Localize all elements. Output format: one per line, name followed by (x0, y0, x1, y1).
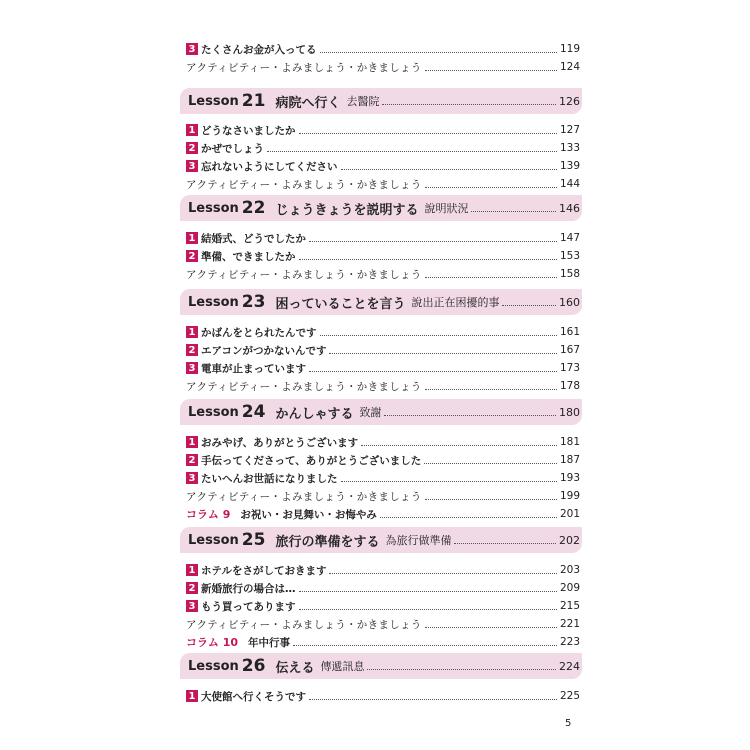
dot-leader (382, 104, 556, 105)
lesson-chinese-title: 去醫院 (346, 95, 380, 108)
section-number-badge: 3 (186, 600, 198, 612)
dot-leader (424, 463, 557, 464)
page-ref: 202 (559, 533, 580, 547)
section-number-badge: 1 (186, 690, 198, 702)
entry-title: 電車が止まっています (201, 362, 306, 375)
toc-entry[interactable] (186, 469, 580, 487)
dot-leader (367, 669, 556, 670)
lesson-title: 伝える (275, 660, 315, 676)
section-number-badge: 1 (186, 564, 198, 576)
section-number-badge: 1 (186, 326, 198, 338)
section-number-badge: 2 (186, 582, 198, 594)
lesson-title: 困っていることを言う (275, 296, 406, 312)
toc-entry[interactable] (186, 597, 580, 615)
dot-leader (309, 371, 557, 372)
toc-entry[interactable] (186, 433, 580, 451)
toc-entry[interactable] (186, 561, 580, 579)
page-ref: 173 (559, 362, 580, 374)
page-ref: 147 (559, 232, 580, 244)
lesson-chinese-title: 致謝 (359, 406, 382, 419)
lesson-title: じょうきょうを説明する (275, 202, 419, 218)
page-ref: 139 (559, 160, 580, 172)
toc-entry[interactable] (186, 139, 580, 157)
lesson-header-23[interactable] (180, 289, 582, 315)
activity-entry[interactable] (186, 265, 580, 283)
entry-title: ホテルをさがしておきます (201, 564, 327, 577)
section-number-badge: 3 (186, 472, 198, 484)
dot-leader (380, 517, 557, 518)
page-ref: 180 (559, 405, 580, 419)
dot-leader (329, 353, 556, 354)
entry-title: かぜでしょう (201, 142, 264, 155)
page-ref: 221 (559, 618, 580, 630)
lesson-label: Lesson (188, 404, 239, 420)
dot-leader (299, 591, 557, 592)
toc-entry[interactable] (186, 40, 580, 58)
entry-title: おみやげ、ありがとうございます (201, 436, 359, 449)
toc-entry[interactable] (186, 359, 580, 377)
page-ref: 215 (559, 600, 580, 612)
activity-title: アクティビティー・よみましょう・かきましょう (186, 490, 422, 503)
page-ref: 144 (559, 178, 580, 190)
dot-leader (384, 415, 556, 416)
page-ref: 201 (559, 508, 580, 520)
page-ref: 223 (559, 636, 580, 648)
entry-title: 手伝ってくださって、ありがとうございました (201, 454, 422, 467)
page-ref: 225 (559, 690, 580, 702)
page-ref: 126 (559, 94, 580, 108)
dot-leader (267, 151, 557, 152)
section-number-badge: 3 (186, 43, 198, 55)
lesson-title: 旅行の準備をする (275, 534, 380, 550)
page-ref: 127 (559, 124, 580, 136)
entry-title: エアコンがつかないんです (201, 344, 327, 357)
page-ref: 209 (559, 582, 580, 594)
lesson-label: Lesson (188, 200, 239, 216)
column-label: コラム 9 (186, 508, 231, 521)
column-title: お祝い・お見舞い・お悔やみ (240, 508, 377, 521)
dot-leader (425, 187, 557, 188)
entry-title: 新婚旅行の場合は… (201, 582, 296, 595)
activity-entry[interactable] (186, 377, 580, 395)
section-number-badge: 3 (186, 160, 198, 172)
lesson-header-24[interactable] (180, 399, 582, 425)
lesson-number: 23 (241, 292, 266, 312)
dot-leader (341, 169, 557, 170)
page-ref: 161 (559, 326, 580, 338)
dot-leader (502, 305, 556, 306)
page-ref: 187 (559, 454, 580, 466)
page-ref: 203 (559, 564, 580, 576)
lesson-label: Lesson (188, 93, 239, 109)
page-ref: 181 (559, 436, 580, 448)
dot-leader (361, 445, 557, 446)
lesson-number: 24 (241, 402, 266, 422)
activity-entry[interactable] (186, 487, 580, 505)
entry-title: 結婚式、どうでしたか (201, 232, 306, 245)
lesson-chinese-title: 說出正在困擾的事 (411, 296, 500, 309)
toc-entry[interactable] (186, 341, 580, 359)
lesson-label: Lesson (188, 532, 239, 548)
entry-title: もう買ってあります (201, 600, 296, 613)
dot-leader (425, 627, 557, 628)
lesson-number: 25 (241, 530, 266, 550)
toc-entry[interactable] (186, 451, 580, 469)
toc-entry[interactable] (186, 687, 580, 705)
activity-entry[interactable] (186, 175, 580, 193)
activity-title: アクティビティー・よみましょう・かきましょう (186, 380, 422, 393)
section-number-badge: 3 (186, 362, 198, 374)
page-ref: 160 (559, 295, 580, 309)
section-number-badge: 1 (186, 124, 198, 136)
activity-title: アクティビティー・よみましょう・かきましょう (186, 61, 422, 74)
toc-entry[interactable] (186, 247, 580, 265)
page-ref: 119 (559, 43, 580, 55)
lesson-header-22[interactable] (180, 195, 582, 221)
page-ref: 146 (559, 201, 580, 215)
column-title: 年中行事 (248, 636, 291, 649)
dot-leader (299, 609, 557, 610)
activity-title: アクティビティー・よみましょう・かきましょう (186, 618, 422, 631)
activity-title: アクティビティー・よみましょう・かきましょう (186, 178, 422, 191)
page-ref: 133 (559, 142, 580, 154)
lesson-label: Lesson (188, 658, 239, 674)
toc-entry[interactable] (186, 579, 580, 597)
page-ref: 167 (559, 344, 580, 356)
page-ref: 199 (559, 490, 580, 502)
page-number: 5 (565, 718, 572, 729)
section-number-badge: 2 (186, 344, 198, 356)
toc-entry[interactable] (186, 229, 580, 247)
section-number-badge: 2 (186, 250, 198, 262)
dot-leader (299, 259, 557, 260)
dot-leader (299, 133, 557, 134)
lesson-chinese-title: 傳遞訊息 (320, 660, 365, 673)
lesson-chinese-title: 說明狀況 (424, 202, 469, 215)
lesson-label: Lesson (188, 294, 239, 310)
dot-leader (320, 335, 557, 336)
section-number-badge: 1 (186, 436, 198, 448)
lesson-number: 22 (241, 198, 266, 218)
activity-entry[interactable] (186, 58, 580, 76)
dot-leader (329, 573, 556, 574)
entry-title: たくさんお金が入ってる (201, 43, 317, 56)
page-ref: 224 (559, 659, 580, 673)
dot-leader (425, 277, 557, 278)
page-ref: 193 (559, 472, 580, 484)
dot-leader (454, 543, 556, 544)
dot-leader (293, 645, 557, 646)
column-entry[interactable] (186, 505, 580, 523)
entry-title: かばんをとられたんです (201, 326, 317, 339)
lesson-number: 21 (241, 91, 266, 111)
entry-title: たいへんお世話になりました (201, 472, 338, 485)
page-ref: 178 (559, 380, 580, 392)
lesson-number: 26 (241, 656, 266, 676)
page-ref: 124 (559, 61, 580, 73)
entry-title: 準備、できましたか (201, 250, 296, 263)
dot-leader (471, 211, 556, 212)
activity-entry[interactable] (186, 615, 580, 633)
lesson-title: 病院へ行く (275, 95, 341, 111)
dot-leader (309, 241, 557, 242)
entry-title: 忘れないようにしてください (201, 160, 338, 173)
dot-leader (341, 481, 557, 482)
activity-title: アクティビティー・よみましょう・かきましょう (186, 268, 422, 281)
toc-entry[interactable] (186, 121, 580, 139)
dot-leader (425, 499, 557, 500)
section-number-badge: 1 (186, 232, 198, 244)
column-entry[interactable] (186, 633, 580, 651)
dot-leader (320, 52, 557, 53)
entry-title: 大使館へ行くそうです (201, 690, 306, 703)
column-label: コラム 10 (186, 636, 239, 649)
lesson-header-26[interactable] (180, 653, 582, 679)
lesson-header-25[interactable] (180, 527, 582, 553)
toc-entry[interactable] (186, 323, 580, 341)
entry-title: どうなさいましたか (201, 124, 296, 137)
page-ref: 153 (559, 250, 580, 262)
dot-leader (309, 699, 557, 700)
dot-leader (425, 389, 557, 390)
section-number-badge: 2 (186, 142, 198, 154)
lesson-title: かんしゃする (275, 406, 354, 422)
toc-entry[interactable] (186, 157, 580, 175)
page-ref: 158 (559, 268, 580, 280)
lesson-header-21[interactable] (180, 88, 582, 114)
section-number-badge: 2 (186, 454, 198, 466)
lesson-chinese-title: 為旅行做準備 (385, 534, 452, 547)
dot-leader (425, 70, 557, 71)
